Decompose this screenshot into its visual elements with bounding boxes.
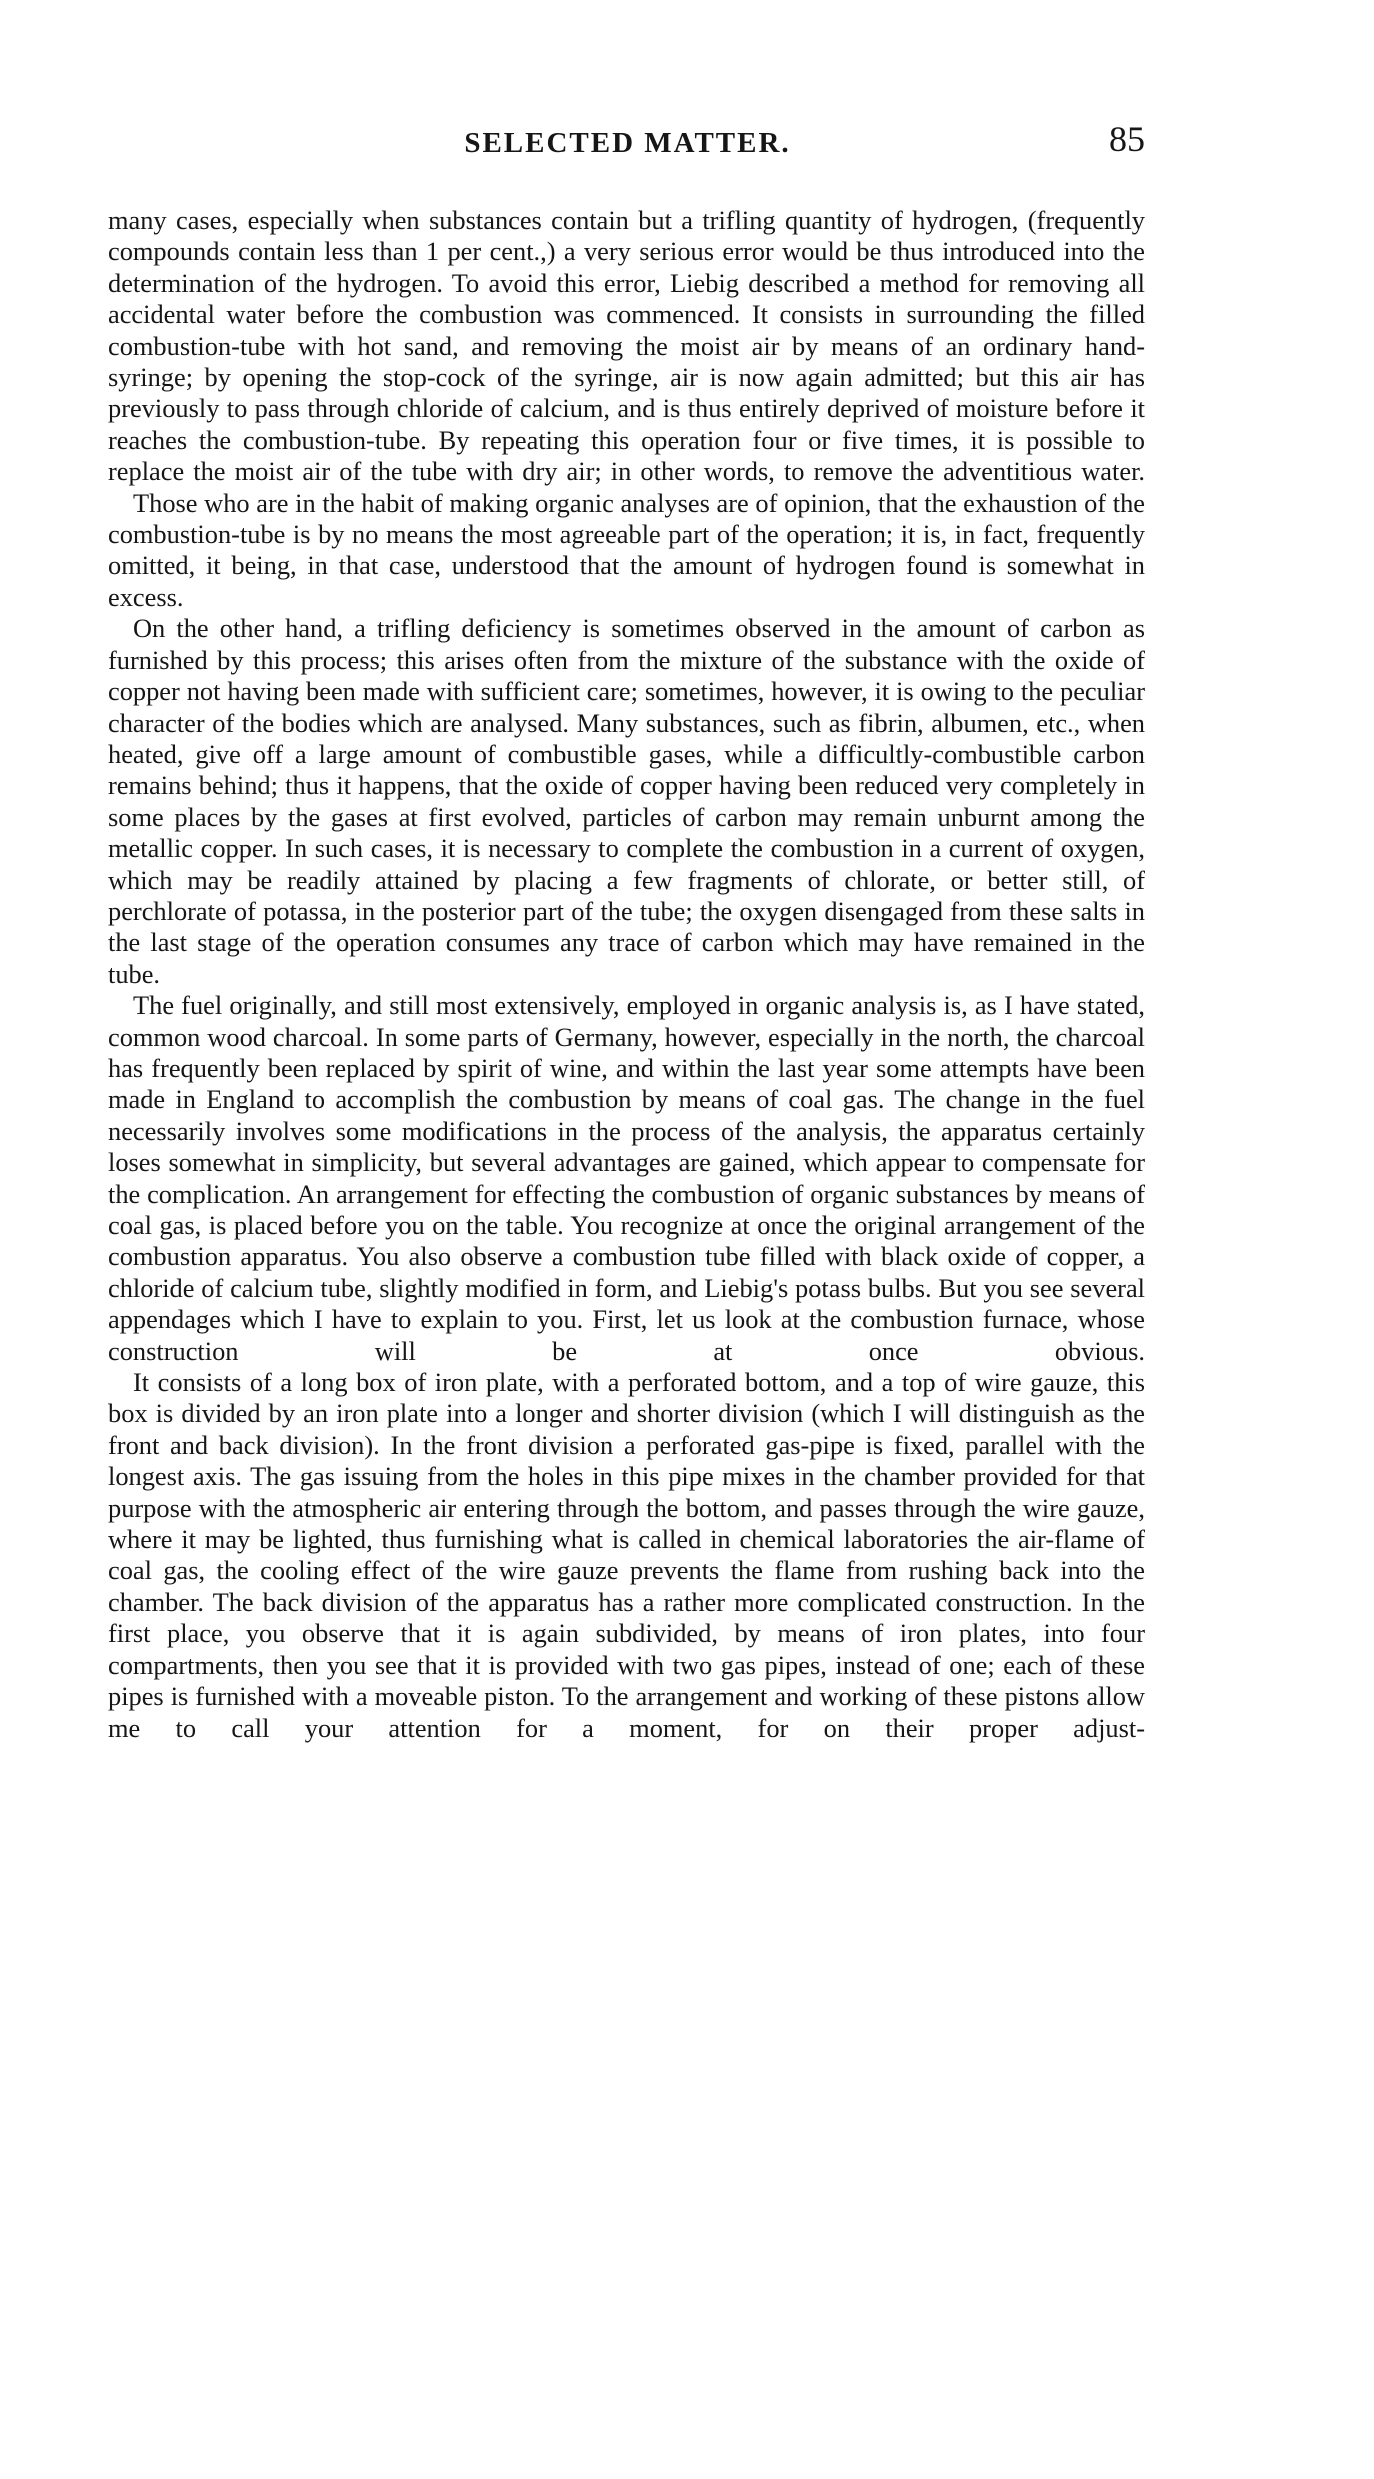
paragraph-exhaustion: Those who are in the habit of making organic analyses are of opinion, that the exhaustion of the combustion-tube is by no means the most agreeable part of the operation; it is, in fact, frequently omitted, it being, in that case, understood that the amount of hydrogen found is somewhat in excess. [108, 487, 1145, 612]
paragraph-hydrogen-error: many cases, especially when substances contain but a trifling quantity of hydrogen, (frequently compounds contain less than 1 per cent.,) a very serious error would be thus introduced into the determination of the hydrogen. To avoid this error, Liebig described a method for removing all accidental water before the combustion was commenced. It consists in surrounding the filled combustion-tube with hot sand, and removing the moist air by means of an ordinary hand-syringe; by opening the stop-cock of the syringe, air is now again admitted; but this air has previously to pass through chloride of calcium, and is thus entirely deprived of moisture before it reaches the combustion-tube. By repeating this operation four or five times, it is possible to replace the moist air of the tube with dry air; in other words, to remove the adventitious water. [108, 205, 1145, 487]
paragraph-furnace-construction: It consists of a long box of iron plate, with a perforated bottom, and a top of wire gauze, this box is divided by an iron plate into a longer and shorter division (which I will distinguish as the front and back division). In the front division a perforated gas-pipe is fixed, parallel with the longest axis. The gas issuing from the holes in this pipe mixes in the chamber provided for that purpose with the atmospheric air entering through the bottom, and passes through the wire gauze, where it may be lighted, thus furnishing what is called in chemical laboratories the air-flame of coal gas, the cooling effect of the wire gauze prevents the flame from rushing back into the chamber. The back division of the apparatus has a rather more complicated construction. In the first place, you observe that it is again subdivided, by means of iron plates, into four compartments, then you see that it is provided with two gas pipes, instead of one; each of these pipes is furnished with a moveable piston. To the arrangement and working of these pistons allow me to call your attention for a moment, for on their proper adjust- [108, 1367, 1145, 1743]
paragraph-carbon-deficiency: On the other hand, a trifling deficiency is sometimes observed in the amount of carbon as furnished by this process; this arises often from the mixture of the substance with the oxide of copper not having been made with sufficient care; sometimes, however, it is owing to the peculiar character of the bodies which are analysed. Many substances, such as fibrin, albumen, etc., when heated, give off a large amount of combustible gases, while a difficultly-combustible carbon remains behind; thus it happens, that the oxide of copper having been reduced very completely in some places by the gases at first evolved, particles of carbon may remain unburnt among the metallic copper. In such cases, it is necessary to complete the combustion in a current of oxygen, which may be readily attained by placing a few fragments of chlorate, or better still, of perchlorate of potassa, in the posterior part of the tube; the oxygen disengaged from these salts in the last stage of the operation consumes any trace of carbon which may have remained in the tube. [108, 613, 1145, 989]
paragraph-fuel: The fuel originally, and still most extensively, employed in organic analysis is, as I have stated, common wood charcoal. In some parts of Germany, however, especially in the north, the charcoal has frequently been replaced by spirit of wine, and within the last year some attempts have been made in England to accomplish the combustion by means of coal gas. The change in the fuel necessarily involves some modifications in the process of the analysis, the apparatus certainly loses somewhat in simplicity, but several advantages are gained, which appear to compensate for the complication. An arrangement for effecting the combustion of organic substances by means of coal gas, is placed before you on the table. You recognize at once the original arrangement of the combustion apparatus. You also observe a combustion tube filled with black oxide of copper, a chloride of calcium tube, slightly modified in form, and Liebig's potass bulbs. But you see several appendages which I have to explain to you. First, let us look at the combustion furnace, whose construction will be at once obvious. [108, 990, 1145, 1366]
body-text [108, 205, 1145, 2385]
running-head [110, 118, 1145, 168]
running-title: SELECTED MATTER. [464, 127, 791, 159]
page-number: 85 [1109, 119, 1145, 159]
